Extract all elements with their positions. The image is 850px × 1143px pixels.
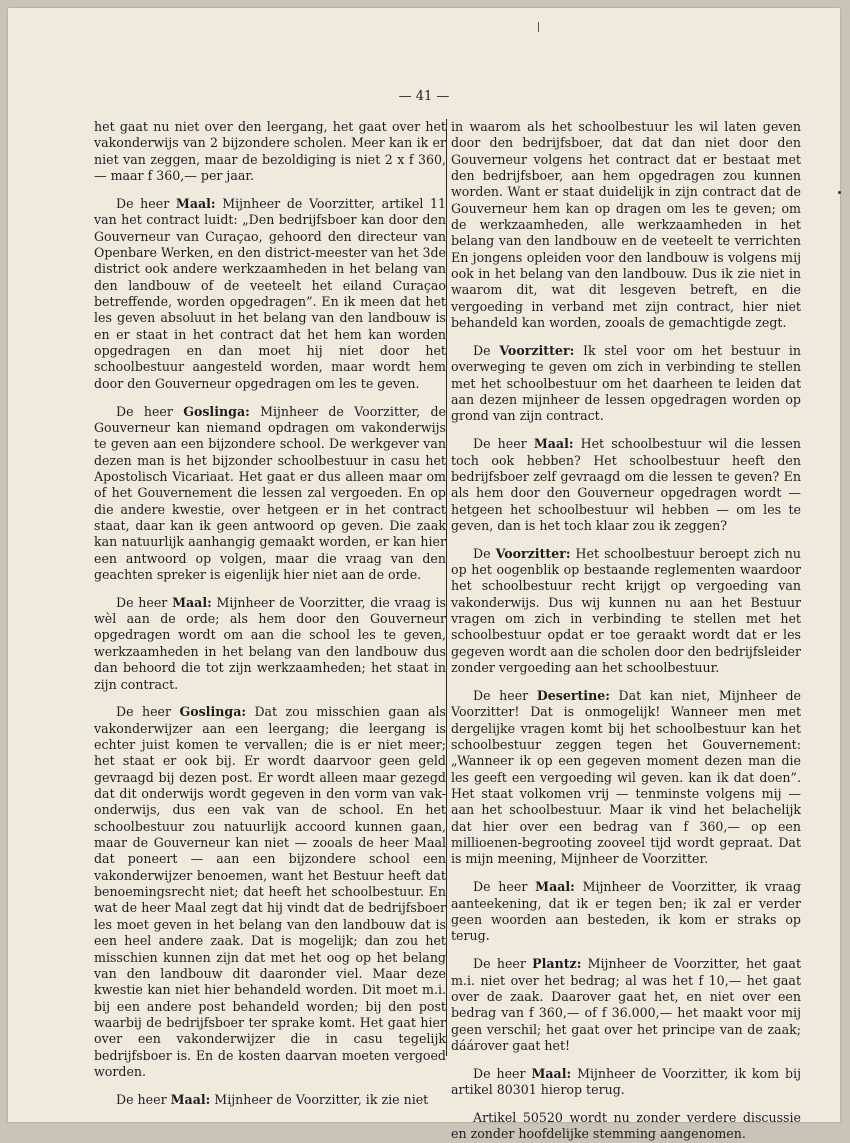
paragraph-text: Mijnheer de Voorzitter, ik zie niet — [210, 1091, 429, 1107]
scan-speck — [838, 191, 841, 194]
paragraph-text: in waarom als het schoolbestuur les wil laten geven door den bedrijfsboer, dat dat dan niet door den Gouverneur volgens het contract dat er bestaat met den bedrijfsboer, aan hem opgedragen zou kunnen worden. Want er staat duidelijk in zijn contract dat de Gouverneur hem kan op dragen om les te geven; om de werkzaamheden, alle werkzaamheden in het belang van den landbouw en de veeteelt te verrichten En jongens opleiden voor den landbouw is volgens mij ook in het belang van den landbouw. Dus ik zie niet in waarom dit, wat dit lesgeven betreft, en die vergoeding in verband met zijn contract, hier niet behandeld kan worden, zooals de gemachtigde zegt. — [451, 119, 801, 331]
speaker-name: Goslinga: — [179, 704, 247, 720]
speaker-prefix: De heer — [116, 1091, 171, 1107]
scan-mark — [538, 22, 539, 32]
paragraph-text: Mijnheer de Voorzitter, ik kom bij artikel 80301 hierop terug. — [451, 1065, 801, 1098]
column-divider — [446, 119, 447, 1056]
speaker-prefix: De — [473, 342, 500, 358]
paragraph — [94, 404, 446, 584]
speaker-name: Maal: — [531, 1065, 572, 1081]
speaker-name: Desertine: — [536, 688, 610, 703]
paragraph — [451, 1066, 801, 1099]
paragraph — [451, 343, 801, 425]
paragraph-text: het gaat nu niet over den leergang, het gaat over het vakonderwijs van 2 bijzondere scholen. Meer kan ik er niet van zeggen, maar de bezoldiging is niet 2 x f 360,— maar f 360,— per jaar. — [94, 119, 446, 184]
paragraph — [94, 119, 446, 184]
right-column — [451, 119, 801, 1143]
paragraph — [451, 119, 801, 331]
speaker-prefix: De heer — [473, 436, 534, 452]
speaker-prefix: De heer — [473, 688, 537, 703]
paragraph — [451, 956, 801, 1054]
speaker-name: Maal: — [172, 594, 212, 610]
speaker-name: Maal: — [175, 195, 216, 211]
paragraph — [94, 1092, 446, 1108]
speaker-name: Plantz: — [532, 956, 582, 972]
left-column — [94, 119, 446, 1108]
paragraph — [451, 688, 801, 868]
paragraph-text: Artikel 50520 wordt nu zonder verdere discussie en zonder hoofdelijke stemming aangenomen. — [451, 1109, 801, 1142]
paragraph-text: Mijnheer de Voorzitter, het gaat m.i. niet over het bedrag; al was het f 10,— het gaat over de zaak. Daarover gaat het, en niet over een bedrag van f 360,— of f 36.000,— het maakt voor mij geen verschil; het gaat over het principe van de zaak; dáárover gaat het! — [451, 956, 802, 1053]
paragraph-text: Mijnheer de Voorzitter, de Gouverneur kan niemand opdragen om vakonderwijs te geven aan een bijzondere school. De werkgever van dezen man is het bijzonder schoolbestuur in casu het Apostolisch Vicariaat. Het gaat er dus alleen maar om of het Gouvernement die lessen zal vergoeden. En op die andere kwestie, over hetgeen er in het contract staat, daar kan ik geen antwoord op geven. Die zaak kan natuurlijk aanhangig gemaakt worden, er kan hier een antwoord op volgen, maar die vraag van den geachten spreker is eigenlijk hier niet aan de orde. — [94, 403, 446, 582]
paragraph-text: Het schoolbestuur wil die lessen toch ook hebben? Het schoolbestuur heeft den bedrijfsboer zelf gevraagd om die lessen te geven? En als hem door den Gouverneur opgedragen wordt — hetgeen het schoolbestuur wil hebben — om les te geven, dan is het toch klaar zou ik zeggen? — [451, 436, 802, 533]
speaker-prefix: De heer — [473, 956, 533, 972]
paragraph-text: Het schoolbestuur beroept zich nu op het oogenblik op bestaande reglementen waardoor het schoolbestuur recht krijgt op vergoeding van vakonderwijs. Dus wij kunnen nu aan het Bestuur vragen om zich in verbinding te stellen met het schoolbestuur opdat er toe geraakt wordt dat er les gegeven wordt aan die scholen door den bedrijfsleider zonder vergoeding aan het schoolbestuur. — [451, 545, 801, 676]
speaker-prefix: De heer — [116, 704, 180, 720]
paragraph-text: Ik stel voor om het bestuur in overweging te geven om zich in verbinding te stellen met het schoolbestuur om het daarheen te leiden dat aan dezen mijnheer de lessen opgedragen worden op grond van zijn contract. — [451, 342, 801, 424]
paragraph — [451, 1110, 801, 1143]
paragraph — [451, 546, 801, 677]
paragraph-text: Mijnheer de Voorzitter, ik vraag aanteekening, dat ik er tegen ben; ik zal er verder geen woorden aan besteden, ik kom er straks op terug. — [451, 879, 802, 944]
paragraph-text: Mijnheer de Voorzitter, die vraag is wèl aan de orde; als hem door den Gouverneur opgedragen wordt om aan die school les te geven, werkzaamheden in het belang van den landbouw dus dan behoord die tot zijn werkzaamheden; het staat in zijn contract. — [94, 594, 446, 692]
speaker-name: Voorzitter: — [495, 545, 571, 561]
paragraph-text: Mijnheer de Voorzitter, artikel 11 van het contract luidt: „Den bedrijfsboer kan door den Gouverneur van Curaçao, gehoord den directeur van Openbare Werken, en den district-meester van het 3de district ook andere werkzaamheden in het belang van den landbouw of de veeteelt het eiland Curaçao betreffende, worden opgedragen”. En ik meen dat het les geven absoluut in het belang van den landbouw is en er staat in het contract dat het hem kan worden opgedragen en dan moet hij niet door het schoolbestuur aangesteld worden, maar wordt hem door den Gouverneur opgedragen om les te geven. — [94, 195, 447, 391]
speaker-name: Maal: — [533, 436, 574, 452]
paragraph — [94, 595, 446, 693]
speaker-prefix: De heer — [116, 403, 184, 419]
speaker-prefix: De — [473, 545, 496, 561]
paragraph — [451, 436, 801, 534]
paragraph-text: Dat zou misschien gaan als vakonderwijzer aan een leergang; die leergang is echter juist komen te vervallen; die is er niet meer; het staat er ook bij. Er wordt daarvoor geen geld gevraagd bij dezen post. Er wordt alleen maar gezegd dat dit onderwijs wordt gegeven in den vorm van vak-onderwijs, dus een vak van de school. En het schoolbestuur zou natuurlijk accoord kunnen gaan, maar de Gouverneur kan niet — zooals de heer Maal dat poneert — aan een bijzondere school een vakonderwijzer benoemen, want het Bestuur heeft dat benoemingsrecht niet; dat heeft het schoolbestuur. En wat de heer Maal zegt dat hij vindt dat de bedrijfsboer les moet geven in het belang van den landbouw dat is een heel andere zaak. Dat is mogelijk; dan zou het misschien kunnen zijn dat met het oog op het belang van den landbouw dit daaronder viel. Maar deze kwestie kan niet hier behandeld worden. Dit moet m.i. bij een andere post behandeld worden; bij den post waarbij de bedrijfsboer ter sprake komt. Het gaat hier over een vakonderwijzer die in casu tegelijk bedrijfsboer is. En de kosten daarvan moeten vergoed worden. — [94, 704, 446, 1079]
speaker-prefix: De heer — [473, 1065, 532, 1081]
page-number: — 41 — — [398, 89, 450, 104]
speaker-name: Goslinga: — [183, 403, 250, 419]
speaker-name: Maal: — [170, 1091, 211, 1107]
document-page — [8, 8, 840, 1142]
speaker-prefix: De heer — [116, 594, 173, 610]
speaker-name: Maal: — [535, 879, 575, 895]
paragraph — [451, 879, 801, 944]
speaker-prefix: De heer — [116, 195, 176, 211]
paragraph — [94, 704, 446, 1080]
paragraph — [94, 196, 446, 392]
speaker-prefix: De heer — [473, 879, 536, 895]
speaker-name: Voorzitter: — [499, 342, 575, 358]
paragraph-text: Dat kan niet, Mijnheer de Voorzitter! Dat is onmogelijk! Wanneer men met dergelijke vragen komt bij het schoolbestuur kan het schoolbestuur zeggen tegen het Gouvernement: „Wanneer ik op een gegeven moment dezen man die les geeft een vergoeding wil geven. kan ik dat doen”. Het staat volkomen vrij — tenminste volgens mij — aan het schoolbestuur. Maar ik vind het belachelijk dat hier over een bedrag van f 360,— op een millioenen-begrooting zooveel tijd wordt gepraat. Dat is mijn meening, Mijnheer de Voorzitter. — [451, 688, 801, 867]
